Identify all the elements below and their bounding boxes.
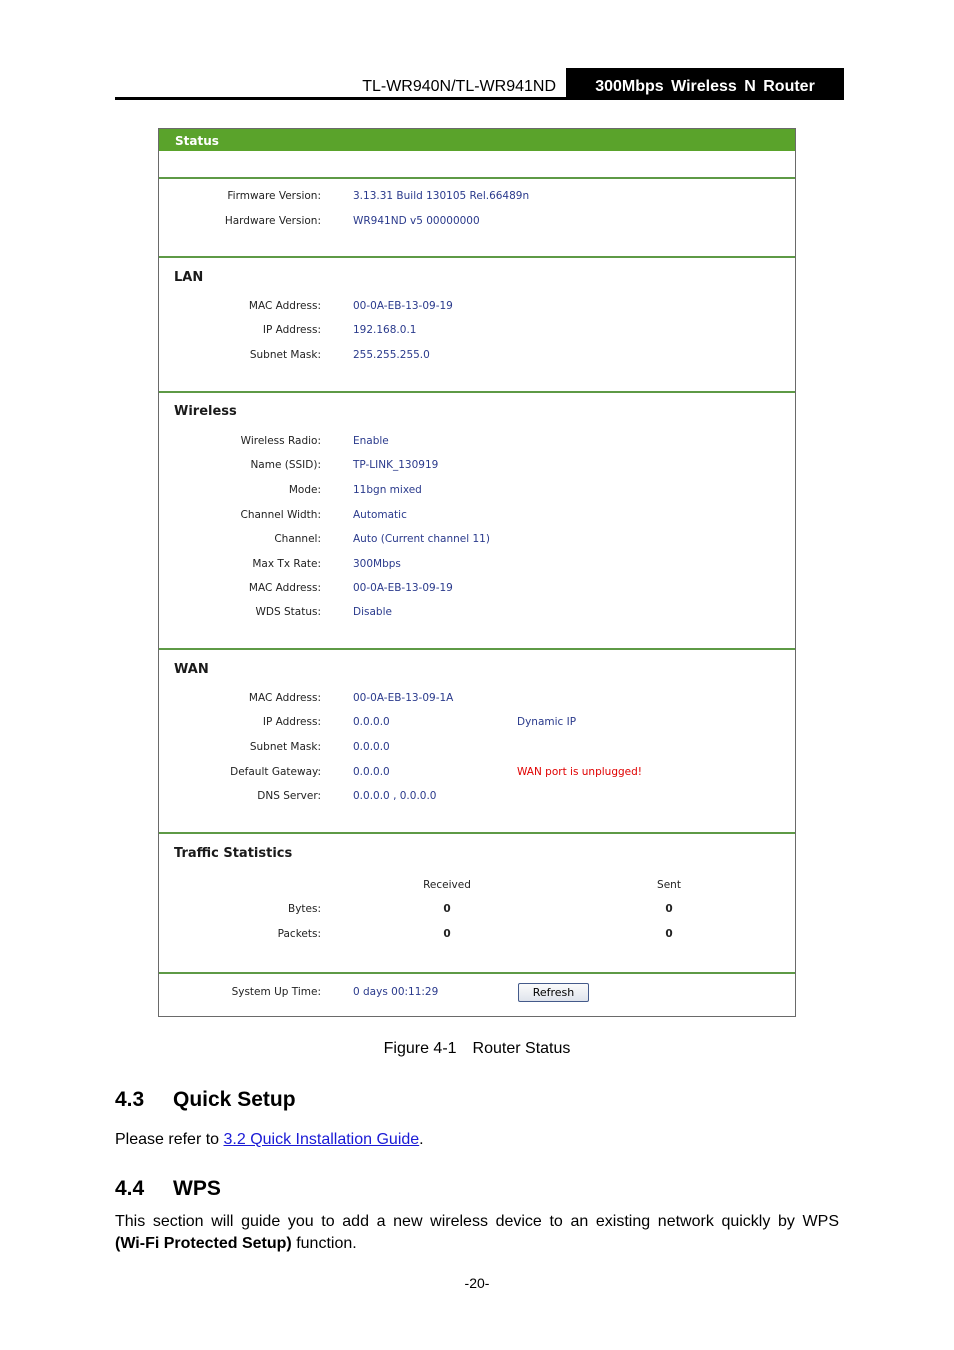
lan-mac-value: 00-0A-EB-13-09-19 [353,300,453,312]
header-rule [115,97,844,100]
product-name-header: 300Mbps Wireless N Router [566,68,844,99]
page-number: -20- [464,1275,490,1291]
refresh-button[interactable]: Refresh [518,983,589,1002]
wan-ip-value: 0.0.0.0 [353,716,390,728]
hardware-version-label: Hardware Version: [224,215,321,227]
traffic-statistics-heading: Traffic Statistics [174,846,293,861]
wan-mac-label: MAC Address: [248,692,321,704]
wds-status-value: Disable [353,606,392,618]
wan-gateway-value: 0.0.0.0 [353,766,390,778]
channel-width-value: Automatic [353,509,407,521]
divider [159,972,795,974]
wds-status-label: WDS Status: [255,606,321,618]
wireless-radio-label: Wireless Radio: [240,435,321,447]
divider [159,832,795,834]
channel-value: Auto (Current channel 11) [353,533,490,545]
wireless-radio-value: Enable [353,435,389,447]
lan-ip-value: 192.168.0.1 [353,324,417,336]
divider [159,256,795,258]
wireless-heading: Wireless [174,404,237,419]
ssid-label: Name (SSID): [250,459,321,471]
packets-sent-value: 0 [665,928,673,940]
lan-mac-label: MAC Address: [248,300,321,312]
lan-heading: LAN [174,270,204,285]
wan-connection-type: Dynamic IP [517,716,577,728]
section-4-3-heading [115,1088,296,1112]
wireless-mac-label: MAC Address: [248,582,321,594]
document-model-header: TL-WR940N/TL-WR941ND [362,78,556,95]
wireless-mac-value: 00-0A-EB-13-09-19 [353,582,453,594]
wps-bold-term: (Wi-Fi Protected Setup) [115,1235,292,1252]
wan-dns-value: 0.0.0.0 , 0.0.0.0 [353,790,437,802]
figure-title: Router Status [472,1040,571,1057]
section-4-4-paragraph-line-2 [115,1235,357,1253]
wan-unplugged-warning: WAN port is unplugged! [517,766,642,778]
sent-column-header: Sent [657,879,681,891]
paragraph-text: Please refer to [115,1131,224,1148]
packets-received-value: 0 [443,928,451,940]
max-tx-rate-label: Max Tx Rate: [252,558,321,570]
firmware-version-value: 3.13.31 Build 130105 Rel.66489n [353,190,530,202]
channel-width-label: Channel Width: [240,509,321,521]
wan-dns-label: DNS Server: [257,790,321,802]
paragraph-text: . [419,1131,424,1148]
packets-label: Packets: [277,928,321,940]
bytes-label: Bytes: [287,903,321,915]
mode-label: Mode: [288,484,321,496]
section-4-3-paragraph [115,1131,424,1149]
section-number: 4.3 [115,1088,145,1111]
lan-ip-label: IP Address: [262,324,321,336]
figure-caption [0,1040,954,1058]
wan-subnet-label: Subnet Mask: [249,741,321,753]
divider [159,648,795,650]
ssid-value: TP-LINK_130919 [353,459,439,471]
wan-mac-value: 00-0A-EB-13-09-1A [353,692,454,704]
status-title-bar: Status [159,129,795,151]
bytes-received-value: 0 [443,903,451,915]
max-tx-rate-value: 300Mbps [353,558,401,570]
router-status-panel [158,128,796,1017]
section-number: 4.4 [115,1177,145,1200]
section-4-4-paragraph-line-1: This section will guide you to add a new wireless device to an existing network quickly by WPS [115,1213,839,1230]
mode-value: 11bgn mixed [353,484,422,496]
section-4-4-heading [115,1177,221,1201]
system-up-time-value: 0 days 00:11:29 [353,986,439,998]
divider [159,177,795,179]
wan-heading: WAN [174,662,209,677]
bytes-sent-value: 0 [665,903,673,915]
quick-installation-guide-link[interactable]: 3.2 Quick Installation Guide [223,1131,420,1148]
firmware-version-label: Firmware Version: [227,190,321,202]
figure-number: Figure 4-1 [383,1040,457,1057]
paragraph-text: function. [291,1235,357,1252]
wan-ip-label: IP Address: [262,716,321,728]
lan-subnet-label: Subnet Mask: [249,349,321,361]
divider [159,391,795,393]
section-title: WPS [173,1177,221,1200]
channel-label: Channel: [274,533,321,545]
received-column-header: Received [423,879,471,891]
section-title: Quick Setup [173,1088,296,1111]
wan-subnet-value: 0.0.0.0 [353,741,390,753]
system-up-time-label: System Up Time: [231,986,321,998]
wan-gateway-label: Default Gateway: [230,766,321,778]
hardware-version-value: WR941ND v5 00000000 [353,215,480,227]
lan-subnet-value: 255.255.255.0 [353,349,430,361]
